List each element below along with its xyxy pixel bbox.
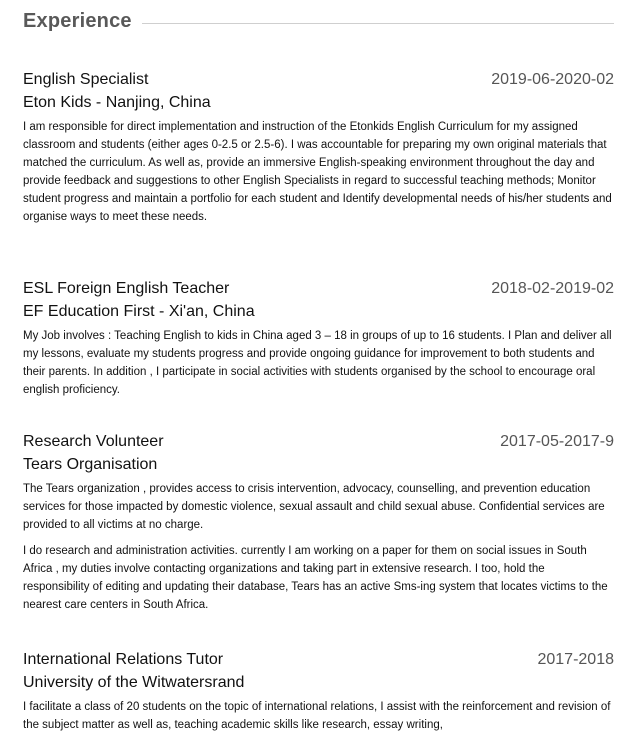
job-title: Research Volunteer xyxy=(23,433,164,450)
experience-entry-esl-teacher xyxy=(23,280,614,399)
section-title: Experience xyxy=(23,10,132,32)
date-range: 2018-02-2019-02 xyxy=(491,280,614,297)
job-description: The Tears organization , provides access to crisis intervention, advocacy, counselling, and prevention education services for those impacted by domestic violence, sexual assault and child sexual abuse. Confidential services are provided to all victims at no charge. xyxy=(23,483,605,531)
job-description: My Job involves : Teaching English to kids in China aged 3 – 18 in groups of up to 16 students. I Plan and deliver all my lessons, evaluate my students progress and provide ongoing guidance for improvement to both students and their parents. In addition , I participate in social activities with students organised by the school to encourage oral english proficiency. xyxy=(23,330,612,396)
job-description: I do research and administration activities. currently I am working on a paper for them on social issues in South Africa , my duties involve contacting organizations and taking part in extensive research. I too, hold the responsibility of editing and updating their database, Tears has an active Sms-ing system that locates victims to the nearest care centers in South Africa. xyxy=(23,545,608,611)
experience-section-header xyxy=(23,10,614,33)
job-description: I am responsible for direct implementation and instruction of the Etonkids English Curriculum for my assigned classroom and students (either ages 0-2.5 or 2.5-6). I was accountable for preparing my own original materials that matched the curriculum. As well as, provide an immersive English-speaking environment throughout the day and provide feedback and suggestions to other English Specialists in regard to successful teaching methods; Monitor student progress and maintain a portfolio for each student and Identify developmental needs of his/her students and organise ways to meet these needs. xyxy=(23,121,612,223)
job-title: International Relations Tutor xyxy=(23,651,224,668)
experience-entry-english-specialist xyxy=(23,71,614,226)
date-range: 2017-05-2017-9 xyxy=(500,433,614,450)
entry-header xyxy=(23,71,614,89)
date-range: 2019-06-2020-02 xyxy=(491,71,614,88)
entry-header xyxy=(23,433,614,451)
entry-header xyxy=(23,651,614,669)
section-divider xyxy=(142,23,614,24)
experience-entry-research-volunteer xyxy=(23,433,614,614)
date-range: 2017-2018 xyxy=(537,651,614,668)
job-description: I facilitate a class of 20 students on the topic of international relations, I assist with the reinforcement and revision of the subject matter as well as, teaching academic skills like research, essay writing, xyxy=(23,701,611,731)
entry-header xyxy=(23,280,614,298)
organization: Tears Organisation xyxy=(23,456,158,473)
organization: EF Education First - Xi'an, China xyxy=(23,303,255,320)
organization: University of the Witwatersrand xyxy=(23,674,245,691)
experience-entry-ir-tutor xyxy=(23,651,614,734)
job-title: English Specialist xyxy=(23,71,149,88)
organization: Eton Kids - Nanjing, China xyxy=(23,94,211,111)
job-title: ESL Foreign English Teacher xyxy=(23,280,230,297)
